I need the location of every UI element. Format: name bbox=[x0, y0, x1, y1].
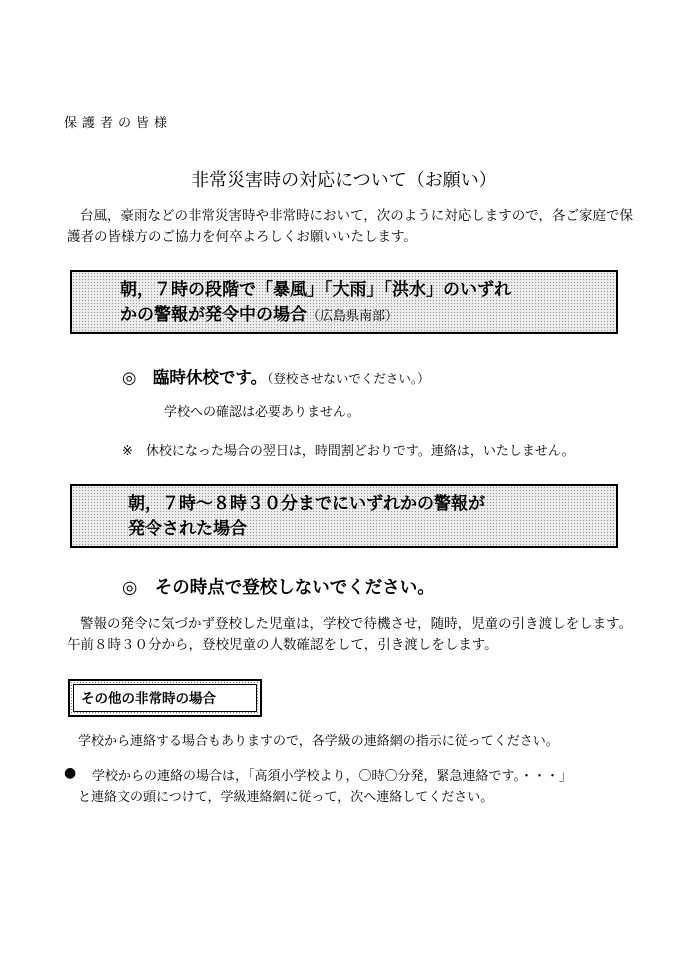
contact-instruction-line: 学校からの連絡の場合は，「高須小学校より，〇時〇分発，緊急連絡です。・・・」 bbox=[92, 769, 572, 784]
condition-box-region-note: （広島県南部） bbox=[307, 309, 399, 324]
other-emergency-badge-label: その他の非常時の場合 bbox=[73, 684, 257, 712]
no-attendance-paragraph: 警報の発令に気づかず登校した児童は，学校で待機させ，随時，児童の引き渡しをします。午前８時３０分から，登校児童の人数確認をして，引き渡しをします。 bbox=[67, 616, 633, 653]
condition-box-morning-7-830 bbox=[70, 484, 618, 548]
condition-box-line-main: かの警報が発令中の場合 bbox=[120, 305, 307, 325]
bullet-icon: ● bbox=[64, 765, 77, 781]
contact-instruction-line: と連絡文の頭につけて，学級連絡網に従って，次へ連絡してください。 bbox=[78, 790, 494, 805]
other-emergency-badge bbox=[68, 679, 262, 717]
intro-paragraph: 台風，豪雨などの非常災害時や非常時において，次のように対応しますので，各ご家庭で保護者の皆様方のご協力を何卒よろしくお願いいたします。 bbox=[67, 208, 633, 245]
condition-box-line: 朝，７時の段階で「暴風」「大雨」「洪水」のいずれ bbox=[120, 280, 511, 300]
page-title: 非常災害時の対応について（お願い） bbox=[191, 170, 497, 191]
closure-line: 学校への確認は必要ありません。 bbox=[164, 405, 360, 420]
section-heading-no-attendance: ◎ その時点で登校しないでください。 bbox=[122, 578, 435, 598]
closure-note: ※ 休校になった場合の翌日は，時間割どおりです。連絡は，いたしません。 bbox=[122, 444, 575, 459]
closure-heading-note: （登校させないでください。） bbox=[267, 371, 430, 386]
section-heading-closure bbox=[122, 364, 430, 388]
condition-box-morning-7 bbox=[70, 270, 618, 334]
condition-box-line: 発令された場合 bbox=[128, 519, 247, 539]
condition-box-line: 朝，７時～８時３０分までにいずれかの警報が bbox=[128, 494, 485, 514]
other-emergency-line: 学校から連絡する場合もありますので，各学級の連絡網の指示に従ってください。 bbox=[78, 734, 559, 749]
closure-heading-text: ◎ 臨時休校です。 bbox=[122, 368, 268, 387]
condition-box-line bbox=[120, 303, 398, 329]
addressee: 保護者の皆様 bbox=[64, 116, 173, 131]
